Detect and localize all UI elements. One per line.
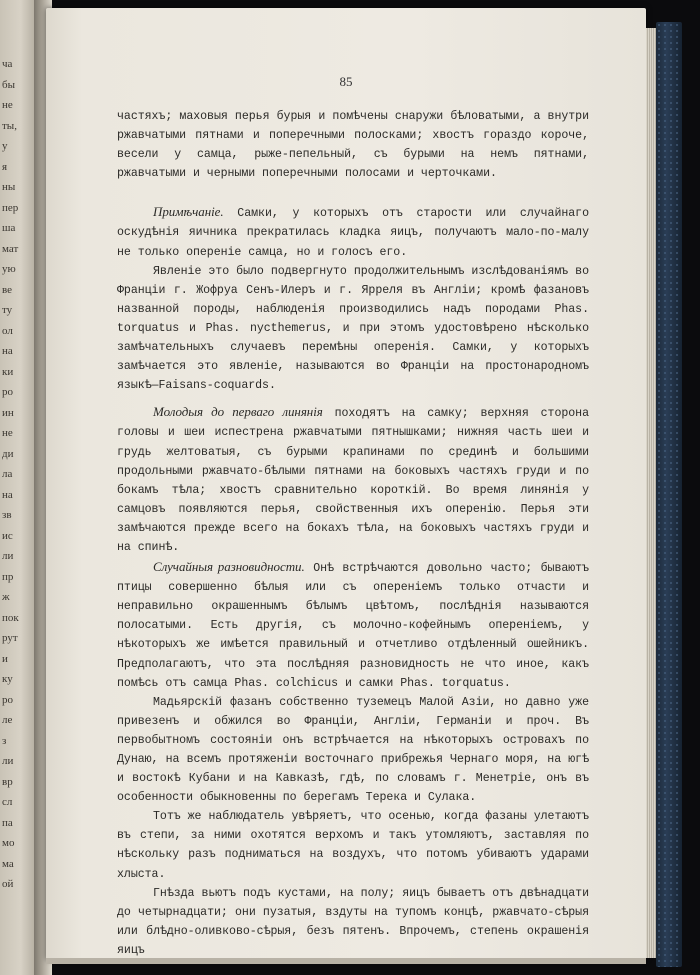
left-page-fragment: ро (2, 693, 13, 706)
left-page-fragment: мат (2, 242, 19, 255)
paragraph-magyar (117, 693, 589, 808)
paragraph-observer (117, 807, 589, 883)
paragraph-3 (117, 262, 589, 396)
left-page-fragment: ли (2, 755, 14, 767)
left-page-fragment: ро (2, 386, 13, 398)
left-page-fragment: ту (2, 304, 13, 316)
left-page-fragment: вр (2, 775, 13, 788)
paragraph-1-text: частяхъ; маховыя перья бурыя и помѣчены снаружи бѣловатыми, а внутри ржавчатыми пятнами и поперечными полосками; хвостъ гораздо короче, весели у самца, рыже-пепельный, съ бурыми на немъ пятнами, ржавчатыми и черными поперечными полосами и черточками. (117, 110, 589, 181)
left-page-fragment: рут (2, 632, 18, 644)
page-body-text (117, 107, 589, 960)
left-page-fragment: з (2, 734, 7, 747)
paragraph-nests-text: Гнѣзда вьютъ подъ кустами, на полу; яицъ бываетъ отъ двѣнадцати до четырнадцати; они пузатыя, вздуты на тупомъ концѣ, ржавчато-сѣрыя или блѣдно-оливково-сѣрыя, безъ пятенъ. Впрочемъ, степень окрашенія яицъ (117, 886, 589, 957)
note-text: Самки, у которыхъ отъ старости или случайнаго оскудѣнія яичника прекратилась кладка яицъ, получаютъ мало-по-малу не только опереніе самца, но и голосъ его. (117, 207, 589, 259)
left-page-fragment: зв (2, 509, 12, 521)
left-page-fragment: ле (2, 714, 13, 726)
left-page-fragment: ой (2, 878, 14, 890)
paragraph-note (117, 202, 589, 261)
left-page-fragment: пер (2, 201, 19, 214)
left-page-fragment: ую (2, 263, 16, 275)
left-page-fragment: мо (2, 837, 15, 849)
left-page-fragment: ны (2, 181, 16, 193)
paragraph-3-text: Явленіе это было подвергнуто продолжительнымъ изслѣдованіямъ во Франціи г. Жофруа Сенъ-Илеръ и г. Ярреля въ Англіи; кромѣ фазановъ названной породы, наблюденія производились надъ породами Phas. torquatus и Phas. nycthemerus, и при этомъ удостовѣрено нѣсколько замѣчательныхъ случаевъ перемѣны оперенія. Самки, у которыхъ замѣчается это явленіе, называются во Франціи на простонародномъ языкѣ—Faisans-coquards. (117, 264, 589, 393)
paragraph-1 (117, 107, 589, 183)
left-page-fragment: бы (2, 78, 15, 91)
paragraph-nests (117, 884, 589, 960)
left-page-fragment: ве (2, 283, 13, 296)
young-lead: Молодыя до перваго линянія (153, 404, 323, 420)
left-page-fragment: на (2, 488, 13, 501)
left-page-edge (0, 0, 34, 975)
left-page-fragment: не (2, 99, 13, 111)
left-page-fragment: па (2, 816, 13, 829)
varieties-text: Онѣ встрѣчаются довольно часто; бываютъ птицы совершенно бѣлыя или съ опереніемъ только отчасти и неправильно окрашеннымъ бѣлымъ цвѣтомъ, послѣднія называются полосатыми. Есть другія, съ молочно-кофейнымъ опереніемъ, у нѣкоторыхъ же имѣется правильный и отчетливо отдѣленный ошейникъ. Предполагаютъ, что эта послѣдняя разновидность не что иное, какъ помѣсь отъ самца Phas. colchicus и самки Phas. torquatus. (117, 562, 589, 690)
left-page-fragment: пок (2, 611, 19, 624)
left-page-fragment: ол (2, 324, 13, 337)
left-page-fragment: пр (2, 570, 14, 583)
left-page-fragment: на (2, 345, 13, 357)
page-block-edge (646, 28, 656, 958)
left-page-fragment: ин (2, 406, 14, 419)
left-page-fragment: у (2, 140, 8, 152)
book-cover-spine (656, 22, 682, 967)
left-page-fragment: ты, (2, 119, 17, 132)
young-text: походятъ на самку; верхняя сторона головы и шеи испестрена ржавчатыми пятнышками; нижняя часть шеи и грудь желтоватыя, съ бурыми крапинами по срединѣ и большими продольными ржавчато-бѣлыми пятнами на боковыхъ частяхъ груди и по бокамъ тѣла; хвостъ сравнительно короткій. Во время линянія у самцовъ появляются перья, свойственныя ихъ оперенію. Перья эти замѣчаются прежде всего на бокахъ тѣла, на боковыхъ частяхъ груди и на спинѣ. (117, 407, 589, 554)
paragraph-young (117, 402, 589, 557)
note-lead: Примѣчаніе. (153, 204, 224, 220)
page-number: 85 (339, 74, 353, 89)
left-page-fragment: не (2, 427, 13, 439)
page-bottom-edge (46, 958, 646, 964)
varieties-lead: Случайныя разновидности. (153, 559, 305, 575)
paragraph-observer-text: Тотъ же наблюдатель увѣряетъ, что осенью, когда фазаны улетаютъ въ степи, за ними охотятся верхомъ и такъ утомляютъ, заставляя по нѣскольку разъ подниматься на воздухъ, что потомъ убиваютъ ударами хлыста. (117, 810, 589, 881)
left-page-fragment: ки (2, 365, 14, 378)
left-page-fragment: и (2, 652, 8, 665)
left-page-fragment: ша (2, 222, 16, 234)
left-page-fragment: сл (2, 796, 13, 808)
left-page-fragment: ис (2, 529, 13, 542)
paragraph-magyar-text: Мадьярскій фазанъ собственно туземецъ Малой Азіи, но давно уже привезенъ и обжился во Франціи, Англіи, Германіи и проч. Въ первобытномъ состояніи онъ встрѣчается на нѣкоторыхъ островахъ по Дунаю, на всемъ протяженіи восточнаго прибрежья Чернаго моря, на югѣ и востокѣ Кубани и на Кавказѣ, гдѣ, по словамъ г. Менетріе, онъ въ особенности обыкновенны по берегамъ Терека и Сулака. (117, 695, 589, 805)
left-page-fragment: ла (2, 468, 13, 480)
left-page-fragment: ли (2, 550, 14, 562)
left-page-fragment: ку (2, 673, 13, 685)
left-page-fragment: ди (2, 447, 14, 460)
left-page-fragment: я (2, 160, 8, 173)
book-page (46, 8, 646, 960)
left-page-fragment: ма (2, 857, 14, 870)
left-page-fragment: ча (2, 58, 13, 70)
paragraph-varieties (117, 557, 589, 693)
left-page-fragment: ж (2, 591, 10, 603)
